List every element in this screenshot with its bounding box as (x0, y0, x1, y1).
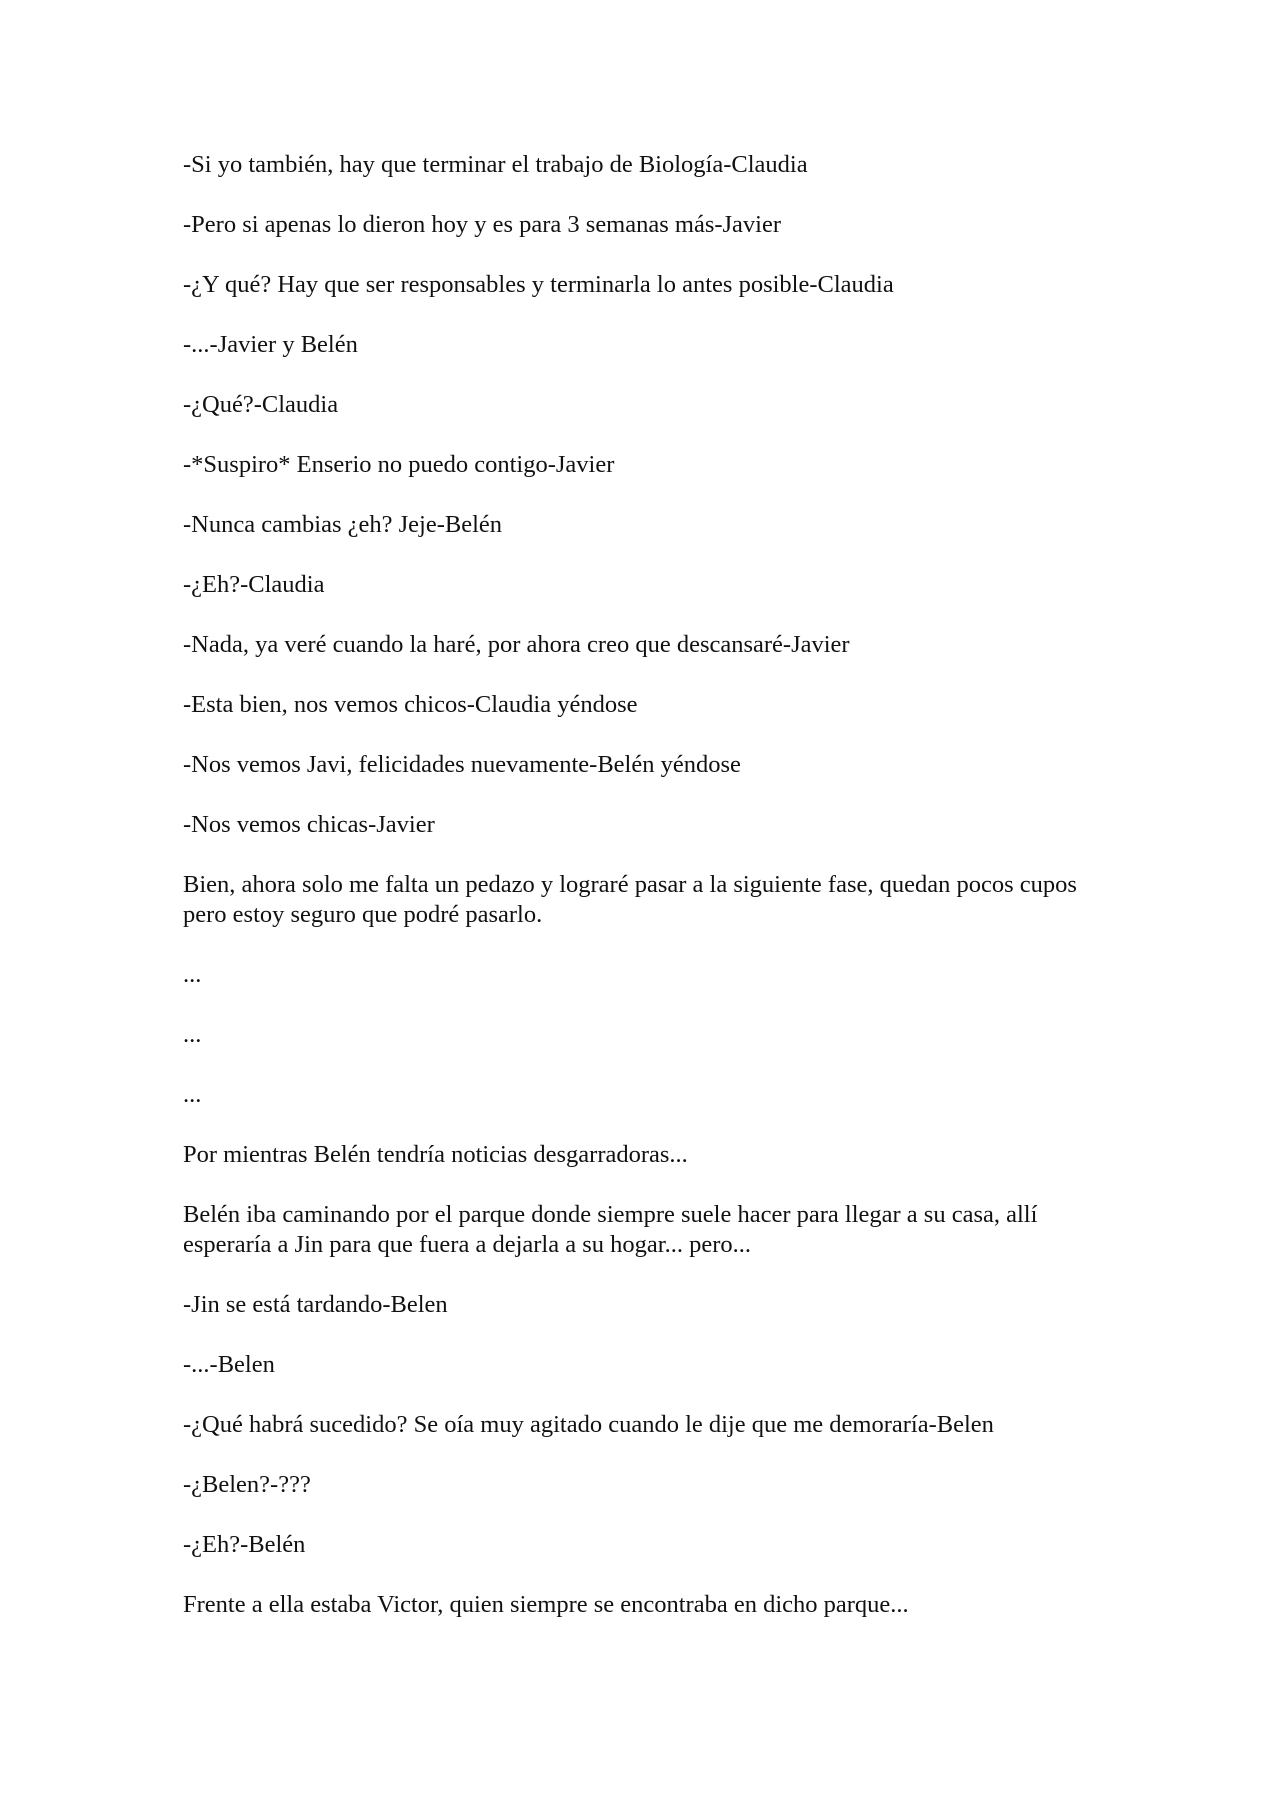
dialogue-line: -Esta bien, nos vemos chicos-Claudia yéndose (183, 691, 638, 718)
dialogue-line: -...-Javier y Belén (183, 331, 358, 358)
dialogue-line: -Si yo también, hay que terminar el trabajo de Biología-Claudia (183, 151, 808, 178)
dialogue-line: -¿Eh?-Belén (183, 1531, 306, 1558)
dialogue-line: -¿Qué?-Claudia (183, 391, 339, 418)
ellipsis-separator: ... (183, 1081, 202, 1108)
dialogue-line: -Nunca cambias ¿eh? Jeje-Belén (183, 511, 503, 538)
dialogue-line: -¿Y qué? Hay que ser responsables y terminarla lo antes posible-Claudia (183, 271, 894, 298)
ellipsis-separator: ... (183, 1021, 202, 1048)
dialogue-line: -¿Belen?-??? (183, 1471, 311, 1498)
dialogue-line: -¿Qué habrá sucedido? Se oía muy agitado cuando le dije que me demoraría-Belen (183, 1411, 994, 1438)
dialogue-line: -...-Belen (183, 1351, 275, 1378)
dialogue-line: -Jin se está tardando-Belen (183, 1291, 448, 1318)
narration-paragraph: Por mientras Belén tendría noticias desgarradoras... (183, 1141, 688, 1168)
dialogue-line: -Nos vemos Javi, felicidades nuevamente-Belén yéndose (183, 751, 741, 778)
dialogue-line: -¿Eh?-Claudia (183, 571, 325, 598)
dialogue-line: -*Suspiro* Enserio no puedo contigo-Javier (183, 451, 615, 478)
dialogue-line: -Nos vemos chicas-Javier (183, 811, 435, 838)
document-body (183, 150, 1103, 1650)
dialogue-line: -Pero si apenas lo dieron hoy y es para 3 semanas más-Javier (183, 211, 782, 238)
ellipsis-separator: ... (183, 961, 202, 988)
narration-paragraph: Belén iba caminando por el parque donde siempre suele hacer para llegar a su casa, allí esperaría a Jin para que fuera a dejarla a su hogar... pero... (183, 1201, 1038, 1258)
dialogue-line: -Nada, ya veré cuando la haré, por ahora creo que descansaré-Javier (183, 631, 850, 658)
narration-paragraph: Bien, ahora solo me falta un pedazo y lograré pasar a la siguiente fase, quedan pocos cupos pero estoy seguro que podré pasarlo. (183, 871, 1077, 928)
narration-paragraph: Frente a ella estaba Victor, quien siempre se encontraba en dicho parque... (183, 1591, 909, 1618)
